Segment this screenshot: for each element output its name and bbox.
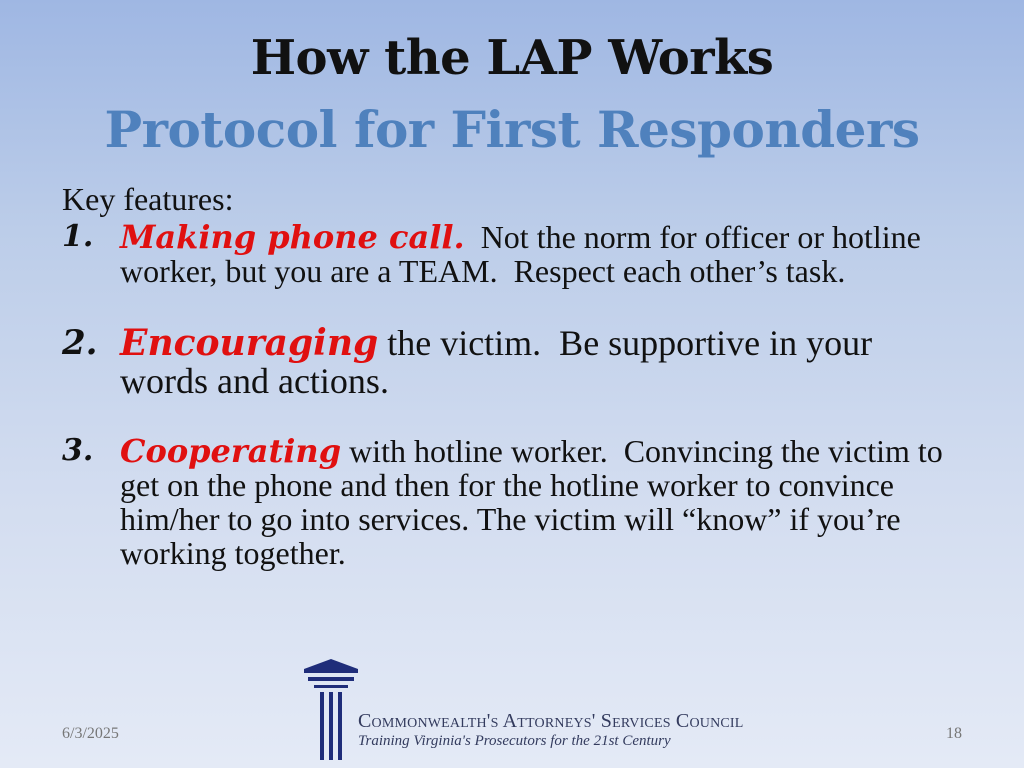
intro-text: Key features: — [62, 181, 234, 217]
page-number: 18 — [946, 725, 962, 742]
logo-name: Commonwealth's Attorneys' Services Council — [358, 710, 744, 732]
list-keyword: Making phone call. — [120, 218, 465, 256]
list-item-2 — [62, 324, 962, 400]
list-number: 2. — [62, 323, 98, 363]
list-keyword: Cooperating — [120, 432, 342, 470]
column-icon — [300, 655, 362, 765]
list-text: the victim. Be supportive in your words and actions. — [120, 323, 882, 401]
footer-date: 6/3/2025 — [62, 725, 119, 742]
list-number: 3. — [62, 433, 94, 468]
list-number: 1. — [62, 219, 94, 254]
council-logo — [300, 655, 744, 765]
list-keyword: Encouraging — [120, 322, 379, 364]
list-text: with hotline worker. Convincing the victim to get on the phone and then for the hotline worker to convince him/her to go into services. The victim will “know” if you’re working together. — [120, 433, 951, 571]
list-text: Not the norm for officer or hotline worker, but you are a TEAM. Respect each other’s task. — [120, 219, 929, 289]
logo-tagline: Training Virginia's Prosecutors for the 21st Century — [358, 733, 671, 749]
slide-title: How the LAP Works — [250, 30, 774, 86]
list-item-3 — [62, 434, 962, 570]
list-item-1 — [62, 220, 962, 288]
slide-subtitle: Protocol for First Responders — [104, 100, 920, 159]
slide-body — [62, 180, 962, 570]
